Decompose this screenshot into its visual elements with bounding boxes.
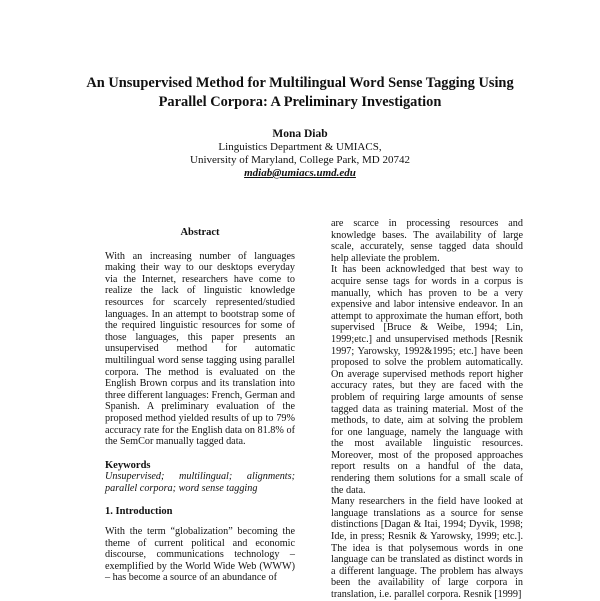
right-column: [331, 218, 523, 601]
introduction-text: With the term “globalization” becoming the theme of current political and economic discourse, communications technology – exemplified by the World Wide Web (WWW) – has become a source of an abundance of: [105, 526, 295, 584]
introduction-heading: 1. Introduction: [105, 506, 173, 518]
keywords-heading: Keywords: [105, 459, 151, 471]
right-paragraph-2: It has been acknowledged that best way to acquire sense tags for words in a corpus is manually, which has proven to be a very expensive and labor intensive endeavor. In an attempt to approximate the human effort, both supervised [Bruce & Weibe, 1994; Lin, 1999;etc.] and unsupervised methods [Resnik 1997; Yarowsky, 1992&1995; etc.] have been proposed to solve the problem automatically. On average supervised methods report higher accuracy rates, but they are faced with the problem of requiring large amounts of sense tagged data as training material. Most of the methods, to date, aim at solving the problem for one language, namely the language with the most available linguistic resources. Moreover, most of the proposed approaches report results on a handful of the data, rendering them solutions for a small scale of the data.: [331, 264, 523, 496]
right-paragraph-3: Many researchers in the field have looked at language translations as a source for sense distinctions [Dagan & Itai, 1994; Dyvik, 1998; Ide, in press; Resnik & Yarowsky, 1999; etc.]. The idea is that polysemous words in one language can be translated as distinct words in a different language. The problem has always been the availability of large corpora in translation, i.e. parallel corpora. Resnik [1999]: [331, 496, 523, 600]
title-line-2: Parallel Corpora: A Preliminary Investigation: [158, 94, 442, 110]
abstract-heading: Abstract: [180, 227, 220, 238]
author-block: [100, 128, 500, 180]
abstract-text: With an increasing number of languages making their way to our desktops everyday via the Internet, researchers have come to realize the lack of linguistic knowledge resources for scarcely represented/studied languages. In an attempt to bootstrap some of the required linguistic resources for some of those languages, this paper presents an unsupervised method for automatic multilingual word sense tagging using parallel corpora. The method is evaluated on the English Brown corpus and its translation into three different languages: French, German and Spanish. A preliminary evaluation of the proposed method yielded results of up to 79% accuracy rate for the English data on 81.8% of the SemCor manually tagged data.: [105, 250, 295, 448]
author-affiliation-line-2: University of Maryland, College Park, MD 20742: [190, 154, 410, 166]
right-paragraph-1: are scarce in processing resources and knowledge bases. The availability of large scale, accurately, sense tagged data should help alleviate the problem.: [331, 218, 523, 264]
left-column: [105, 227, 295, 584]
paper-title: [60, 74, 540, 112]
title-line-1: An Unsupervised Method for Multilingual Word Sense Tagging Using: [86, 75, 514, 91]
author-affiliation-line-1: Linguistics Department & UMIACS,: [218, 141, 382, 153]
author-name: Mona Diab: [272, 128, 328, 140]
author-email[interactable]: mdiab@umiacs.umd.edu: [244, 167, 356, 179]
keywords-text: Unsupervised; multilingual; alignments; parallel corpora; word sense tagging: [105, 471, 295, 494]
